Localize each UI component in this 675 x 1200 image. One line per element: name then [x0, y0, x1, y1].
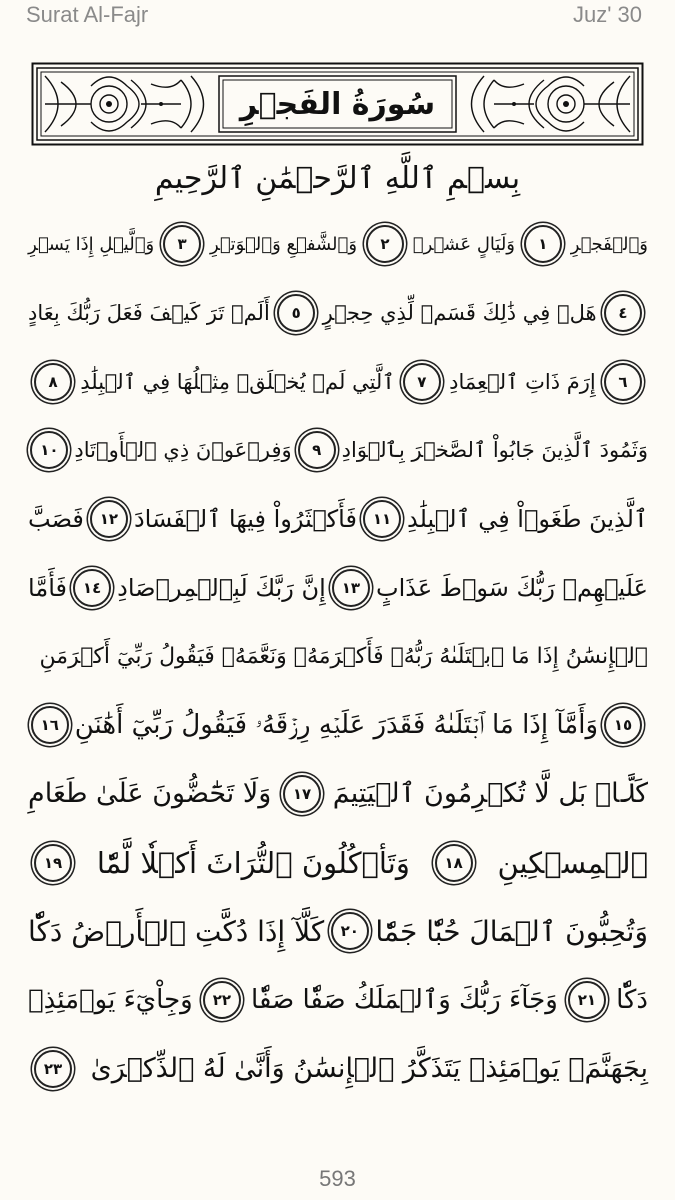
- verse-text: كَلَّآ إِذَا دُكَّتِ ٱلۡأَرۡضُ دَكّٗا: [28, 914, 325, 948]
- ayah-number-marker: ١٤: [73, 569, 111, 607]
- verse-text: وَتُحِبُّونَ ٱلۡمَالَ حُبّٗا جَمّٗا: [375, 914, 648, 948]
- verse-text: فَصَبَّ: [28, 505, 84, 534]
- basmala: بِسۡمِ ٱللَّهِ ٱلرَّحۡمَٰنِ ٱلرَّحِيمِ: [154, 160, 521, 196]
- verse-text: إِنَّ رَبَّكَ لَبِٱلۡمِرۡصَادِ: [117, 573, 326, 602]
- verse-text: وَأَمَّآ إِذَا مَا ٱبۡتَلَىٰهُ فَقَدَرَ عَلَيۡهِ رِزۡقَهُۥ فَيَقُولُ رَبِّيٓ أَهَٰنَنِ: [74, 709, 598, 740]
- page-number: 593: [319, 1166, 356, 1191]
- verse-line: [28, 760, 648, 829]
- verse-text: وَجِاْيٓءَ يَوۡمَئِذِۭ: [28, 984, 193, 1015]
- ayah-number-marker: ٧: [403, 363, 441, 401]
- ayah-number-marker: ١٨: [435, 844, 473, 882]
- verse-line: [28, 691, 648, 760]
- verse-text: ٱلۡإِنسَٰنُ إِذَا مَا ٱبۡتَلَىٰهُ رَبُّهُۥ فَأَكۡرَمَهُۥ وَنَعَّمَهُۥ فَيَقُولُ رَبِّيٓ أَكۡرَمَنِ: [39, 643, 648, 669]
- ayah-number-marker: ٨: [34, 363, 72, 401]
- verse-text: كَلَّاۖ بَل لَّا تُكۡرِمُونَ ٱلۡيَتِيمَ: [332, 778, 648, 810]
- verse-text: بِجَهَنَّمَۚ يَوۡمَئِذٖ يَتَذَكَّرُ ٱلۡإِنسَٰنُ وَأَنَّىٰ لَهُ ٱلذِّكۡرَىٰ: [90, 1053, 648, 1085]
- ayah-number-marker: ١: [524, 225, 562, 263]
- verse-text: عَلَيۡهِمۡ رَبُّكَ سَوۡطَ عَذَابٍ: [375, 573, 648, 602]
- verse-text: أَلَمۡ تَرَ كَيۡفَ فَعَلَ رَبُّكَ بِعَادٍ: [28, 301, 270, 326]
- verse-text: إِرَمَ ذَاتِ ٱلۡعِمَادِ: [449, 369, 596, 394]
- juz-label: Juz' 30: [572, 2, 642, 27]
- verse-text: ٱلَّتِي لَمۡ يُخۡلَقۡ مِثۡلُهَا فِي ٱلۡبِلَٰدِ: [80, 369, 395, 394]
- ayah-number-marker: ١٣: [332, 569, 370, 607]
- verses-block: [28, 210, 648, 1103]
- verse-text: فَأَمَّا: [28, 573, 67, 602]
- verse-text: وَٱلۡفَجۡرِ: [570, 233, 648, 255]
- verse-text: وَلَا تَحَٰٓضُّونَ عَلَىٰ طَعَامِ: [28, 778, 272, 810]
- verse-line: [28, 897, 648, 966]
- ayah-number-marker: ١٦: [31, 706, 69, 744]
- verse-text: وَٱلشَّفۡعِ وَٱلۡوَتۡرِ: [209, 233, 358, 255]
- ayah-number-marker: ٢١: [568, 981, 606, 1019]
- surah-banner: [31, 62, 644, 146]
- verse-text: وَثَمُودَ ٱلَّذِينَ جَابُواْ ٱلصَّخۡرَ بِٱلۡوَادِ: [341, 438, 648, 463]
- verse-text: وَٱلَّيۡلِ إِذَا يَسۡرِ: [28, 233, 155, 255]
- verse-line: [28, 210, 648, 279]
- ayah-number-marker: ٩: [298, 431, 336, 469]
- ayah-number-marker: ٢٢: [203, 981, 241, 1019]
- surah-name: Surat Al-Fajr: [26, 2, 149, 27]
- ayah-number-marker: ٢٠: [331, 912, 369, 950]
- verse-text: فَأَكۡثَرُواْ فِيهَا ٱلۡفَسَادَ: [133, 505, 357, 534]
- ayah-number-marker: ١١: [363, 500, 401, 538]
- page-header: [0, 0, 675, 44]
- verse-text: ٱلۡمِسۡكِينِ: [497, 845, 648, 880]
- verse-text: وَجَآءَ رَبُّكَ وَٱلۡمَلَكُ صَفّٗا صَفّٗا: [251, 984, 558, 1015]
- verse-line: [28, 279, 648, 348]
- verse-line: [28, 347, 648, 416]
- verse-line: [28, 416, 648, 485]
- verse-text: دَكّٗا: [616, 984, 648, 1015]
- ayah-number-marker: ٢: [366, 225, 404, 263]
- ayah-number-marker: ١٩: [34, 844, 72, 882]
- verse-line: [28, 485, 648, 554]
- ayah-number-marker: ١٠: [30, 431, 68, 469]
- ayah-number-marker: ٦: [604, 363, 642, 401]
- surah-title: سُورَةُ الفَجۡرِ: [239, 86, 436, 122]
- verse-line: [28, 622, 648, 691]
- verse-line: [28, 553, 648, 622]
- ayah-number-marker: ١٧: [283, 775, 321, 813]
- ayah-number-marker: ٥: [277, 294, 315, 332]
- ayah-number-marker: ٢٣: [34, 1050, 72, 1088]
- verse-line: [28, 828, 648, 897]
- verse-line: [28, 966, 648, 1035]
- ayah-number-marker: ١٥: [604, 706, 642, 744]
- ayah-number-marker: ١٢: [90, 500, 128, 538]
- verse-text: وَلَيَالٍ عَشۡرٖ: [412, 233, 515, 255]
- verse-line: [28, 1034, 648, 1103]
- verse-text: وَتَأۡكُلُونَ ٱلتُّرَاثَ أَكۡلٗا لَّمّٗا: [96, 845, 410, 880]
- verse-text: وَفِرۡعَوۡنَ ذِي ٱلۡأَوۡتَادِ: [74, 438, 292, 463]
- ayah-number-marker: ٤: [604, 294, 642, 332]
- verse-text: هَلۡ فِي ذَٰلِكَ قَسَمٞ لِّذِي حِجۡرٍ: [322, 301, 597, 326]
- verse-text: ٱلَّذِينَ طَغَوۡاْ فِي ٱلۡبِلَٰدِ: [407, 505, 648, 534]
- ayah-number-marker: ٣: [163, 225, 201, 263]
